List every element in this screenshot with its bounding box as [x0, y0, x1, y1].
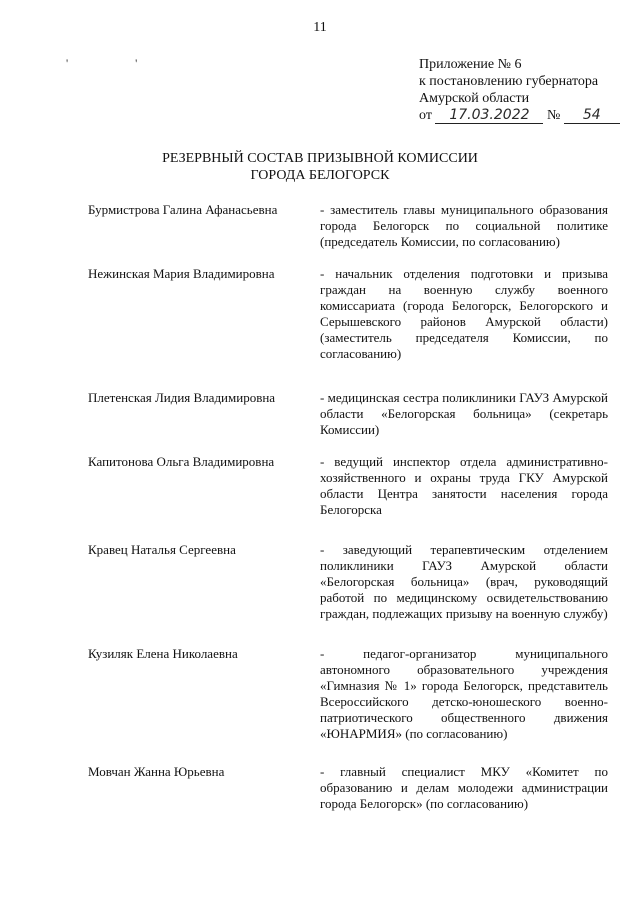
- member-name: Капитонова Ольга Владимировна: [88, 454, 275, 469]
- member-name: Мовчан Жанна Юрьевна: [88, 764, 225, 779]
- member-role: - главный специалист МКУ «Комитет по образованию и делам молодежи администрации города Белогорск» (по согласованию): [320, 764, 608, 811]
- appendix-line-2: к постановлению губернатора: [419, 74, 599, 89]
- stray-marks: ' ': [66, 56, 170, 70]
- member-row: [88, 542, 608, 622]
- member-row: [88, 390, 608, 438]
- appendix-date-line: [419, 107, 619, 124]
- member-role: - медицинская сестра поликлиники ГАУЗ Амурской области «Белогорская больница» (секретарь Комиссии): [320, 390, 608, 437]
- handwritten-number: 54: [564, 108, 620, 124]
- member-role: - заведующий терапевтическим отделением поликлиники ГАУЗ Амурской области «Белогорская больница» (врач, руководящий работой по медицинскому освидетельствованию граждан, подлежащих призыву на военную службу): [320, 542, 608, 621]
- member-role: - заместитель главы муниципального образования города Белогорск по социальной политике (председатель Комиссии, по согласованию): [320, 202, 608, 249]
- member-row: [88, 266, 608, 362]
- appendix-line-1: Приложение № 6: [419, 57, 522, 72]
- member-name: Кузиляк Елена Николаевна: [88, 646, 238, 661]
- member-name: Кравец Наталья Сергеевна: [88, 542, 236, 557]
- number-prefix: №: [546, 108, 561, 123]
- handwritten-date: 17.03.2022: [435, 108, 543, 124]
- member-row: [88, 764, 608, 812]
- member-name: Нежинская Мария Владимировна: [88, 266, 275, 281]
- member-name: Плетенская Лидия Владимировна: [88, 390, 276, 405]
- members-list: [88, 202, 608, 812]
- appendix-block: [419, 56, 619, 124]
- appendix-line-3: Амурской области: [419, 91, 530, 106]
- member-role: - ведущий инспектор отдела административно-хозяйственного и охраны труда ГКУ Амурской области Центра занятости населения города Белогорска: [320, 454, 608, 517]
- member-row: [88, 454, 608, 518]
- page-number: 11: [313, 20, 327, 35]
- member-row: [88, 646, 608, 742]
- title-line-2: ГОРОДА БЕЛОГОРСК: [250, 168, 390, 183]
- member-role: - педагог-организатор муниципального автономного образовательного учреждения «Гимназия № 1» города Белогорск, представитель Всероссийского детско-юношеского военно-патриотического общественного движения «ЮНАРМИЯ» (по согласованию): [320, 646, 608, 741]
- member-row: [88, 202, 608, 250]
- document-title: [0, 150, 640, 184]
- member-name: Бурмистрова Галина Афанасьевна: [88, 202, 278, 217]
- title-line-1: РЕЗЕРВНЫЙ СОСТАВ ПРИЗЫВНОЙ КОМИССИИ: [162, 151, 478, 166]
- date-prefix: от: [419, 108, 432, 123]
- member-role: - начальник отделения подготовки и призыва граждан на военную службу военного комиссариата (города Белогорск, Белогорского и Серышевского районов Амурской области) (заместитель председателя Комиссии, по согласованию): [320, 266, 608, 361]
